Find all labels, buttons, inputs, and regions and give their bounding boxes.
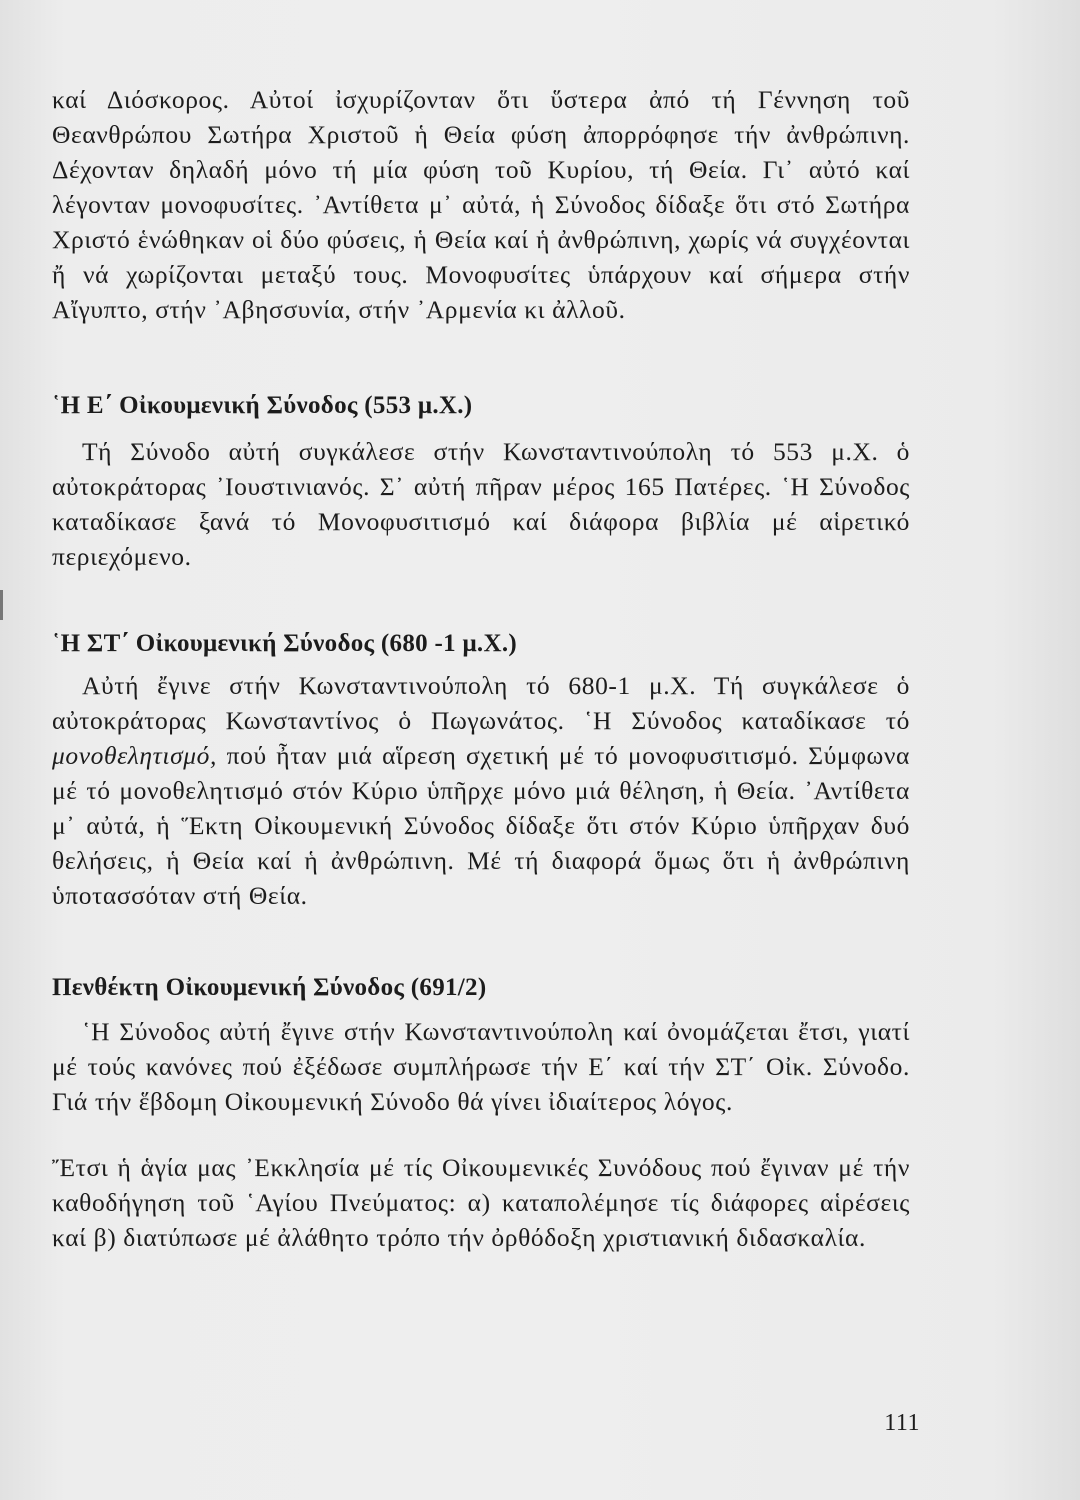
sixth-council-text-start: Αὐτή ἔγινε στήν Κωνσταντινούπολη τό 680-1 μ.Χ. Τή συγκάλεσε ὁ αὐτοκράτορας Κωνσταντίνος ὁ Πωγωνάτος. ῾Η Σύνοδος καταδίκασε τό <box>52 671 910 735</box>
page-number: 111 <box>884 1410 920 1436</box>
section-penthekti-council <box>52 972 910 1119</box>
section-paragraph-sixth-council <box>52 668 910 913</box>
section-heading-sixth-council: ῾Η ΣΤ΄ Οἰκουμενική Σύνοδος (680 -1 μ.Χ.) <box>52 630 518 657</box>
intro-paragraph: καί Διόσκορος. Αὐτοί ἰσχυρίζονταν ὅτι ὕστερα ἀπό τή Γέννηση τοῦ Θεανθρώπου Σωτήρα Χριστοῦ ἡ Θεία φύση ἀπορρόφησε τήν ἀνθρώπινη. Δέχονταν δηλαδή μόνο τή μία φύση τοῦ Κυρίου, τή Θεία. Γι᾿ αὐτό καί λέγονταν μονοφυσίτες. ᾿Αντίθετα μ᾿ αὐτά, ἡ Σύνοδος δίδαξε ὅτι στό Σωτήρα Χριστό ἑνώθηκαν οἱ δύο φύσεις, ἡ Θεία καί ἡ ἀνθρώπινη, χωρίς νά συγχέονται ἤ νά χωρίζονται μεταξύ τους. Μονοφυσίτες ὑπάρχουν καί σήμερα στήν Αἴγυπτο, στήν ᾿Αβησσυνία, στήν ᾿Αρμενία κι ἀλλοῦ. <box>52 85 910 324</box>
section-heading-fifth-council: ῾Η Ε΄ Οἰκουμενική Σύνοδος (553 μ.Χ.) <box>52 392 473 419</box>
section-heading-penthekti-council: Πενθέκτη Οἰκουμενική Σύνοδος (691/2) <box>52 974 487 1001</box>
section-paragraph-fifth-council: Τή Σύνοδο αὐτή συγκάλεσε στήν Κωνσταντινούπολη τό 553 μ.Χ. ὁ αὐτοκράτορας ᾿Ιουστινιανός. Σ᾿ αὐτή πῆραν μέρος 165 Πατέρες. ῾Η Σύνοδος καταδίκασε ξανά τό Μονοφυσιτισμό καί διάφορα βιβλία μέ αἱρετικό περιεχόμενο. <box>52 437 910 571</box>
sixth-council-text-end: πού ἦταν μιά αἵρεση σχετική μέ τό μονοφυσιτισμό. Σύμφωνα μέ τό μονοθελητισμό στόν Κύριο ὑπῆρχε μόνο μιά θέληση, ἡ Θεία. ᾿Αντίθετα μ᾿ αὐτά, ἡ Ἕκτη Οἰκουμενική Σύνοδος δίδαξε ὅτι στόν Κύριο ὑπῆρχαν δυό θελήσεις, ἡ Θεία καί ἡ ἀνθρώπινη. Μέ τή διαφορά ὅμως ὅτι ἡ ἀνθρώπινη ὑποτασσόταν στή Θεία. <box>52 741 910 910</box>
conclusion-paragraph: Ἔτσι ἡ ἁγία μας ᾿Εκκλησία μέ τίς Οἰκουμενικές Συνόδους πού ἔγιναν μέ τήν καθοδήγηση τοῦ ῾Αγίου Πνεύματος: α) καταπολέμησε τίς διάφορες αἱρέσεις καί β) διατύπωσε μέ ἀλάθητο τρόπο τήν ὀρθόδοξη χριστιανική διδασκαλία. <box>52 1153 910 1252</box>
margin-mark <box>0 590 3 620</box>
conclusion-block <box>52 1150 910 1255</box>
sixth-council-term: μονοθελητισμό, <box>52 741 217 770</box>
section-paragraph-penthekti-council: ῾Η Σύνοδος αὐτή ἔγινε στήν Κωνσταντινούπολη καί ὀνομάζεται ἔτσι, γιατί μέ τούς κανόνες πού ἐξέδωσε συμπλήρωσε τήν Ε΄ καί τήν ΣΤ΄ Οἰκ. Σύνοδο. Γιά τήν ἕβδομη Οἰκουμενική Σύνοδο θά γίνει ἰδιαίτερος λόγος. <box>52 1017 910 1116</box>
intro-block <box>52 82 910 327</box>
section-fifth-council <box>52 390 910 574</box>
section-sixth-council <box>52 628 910 913</box>
